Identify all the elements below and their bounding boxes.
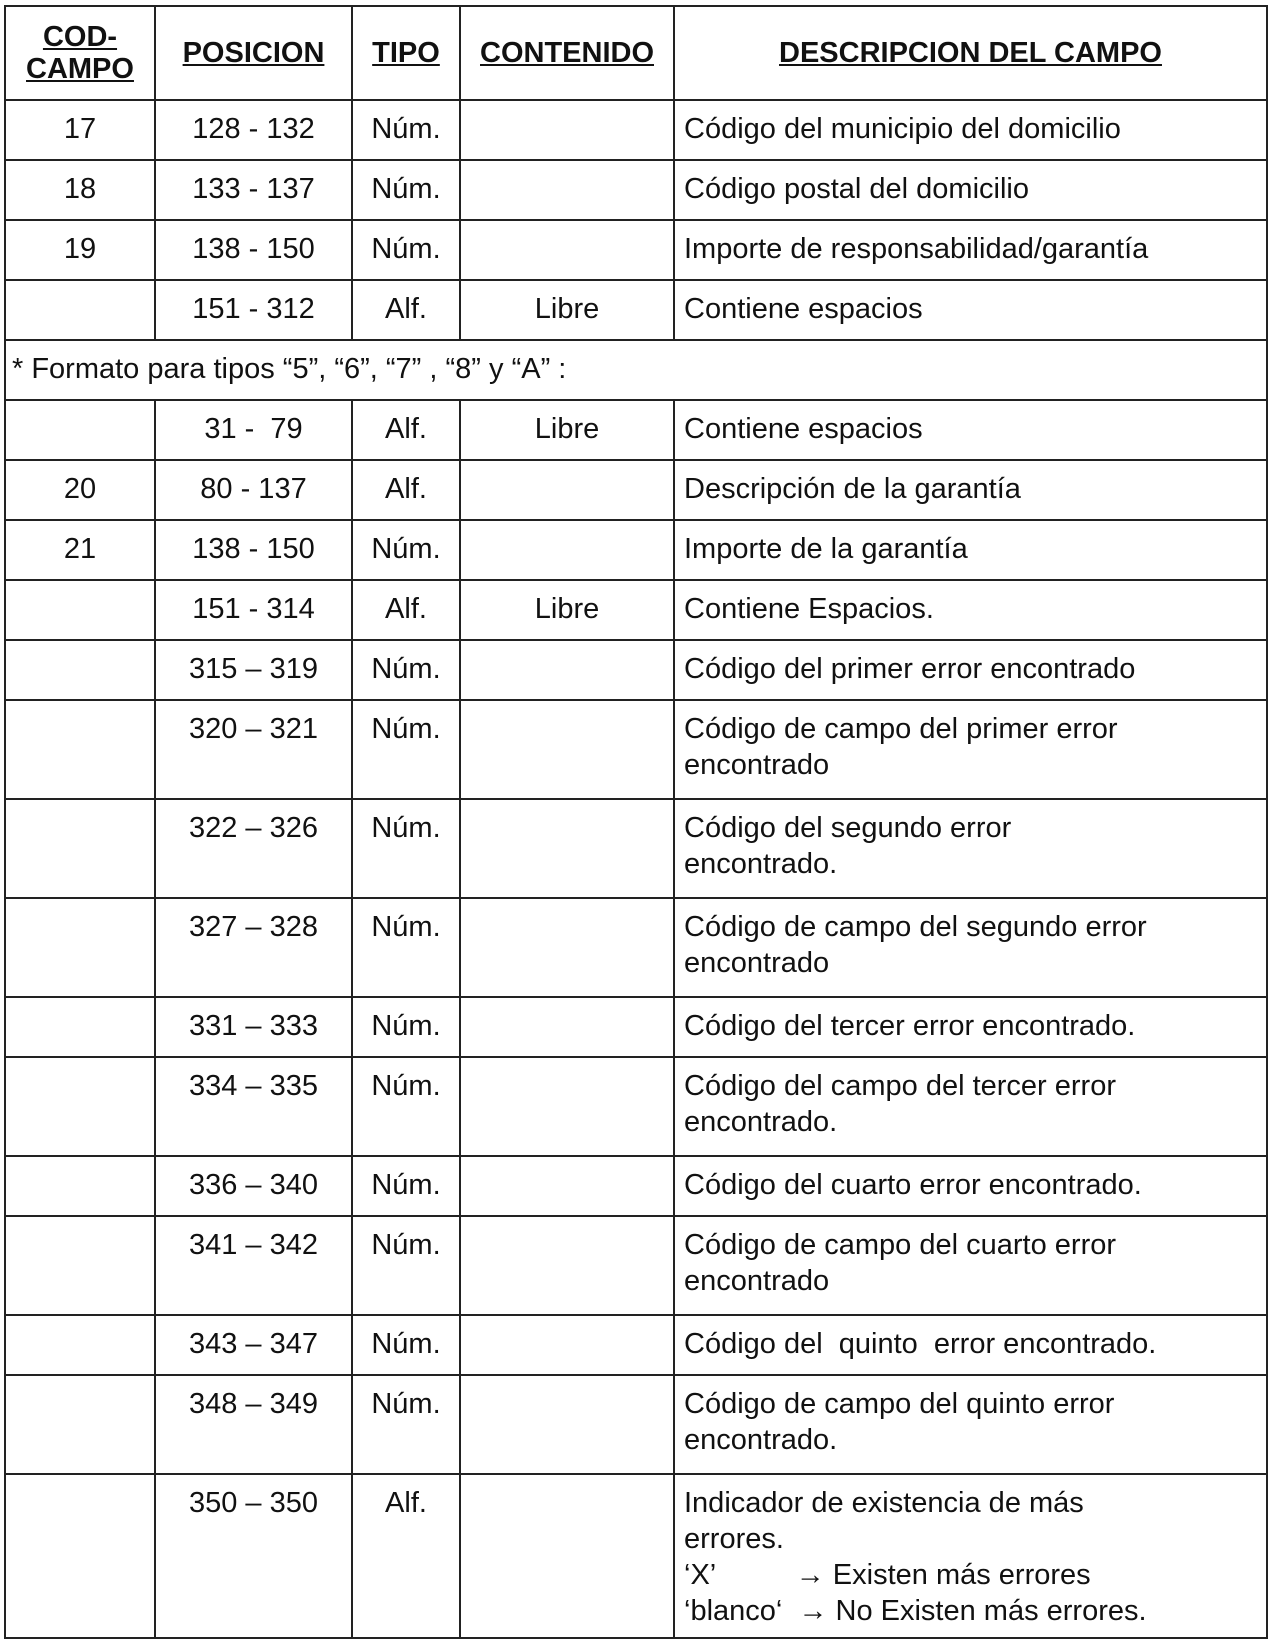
table-row	[5, 799, 1267, 898]
table-row	[5, 1156, 1267, 1216]
section-note-row	[5, 340, 1267, 400]
table-row	[5, 898, 1267, 997]
cell-contenido	[460, 1156, 674, 1216]
cell-tipo: Alf.	[352, 460, 460, 520]
table-row	[5, 1057, 1267, 1156]
desc-line-1: Código del segundo error	[684, 812, 1012, 844]
cell-desc	[674, 1216, 1267, 1315]
cell-cod: 21	[5, 520, 155, 580]
desc-line-1: Indicador de existencia de más	[684, 1487, 1084, 1519]
cell-desc: Código postal del domicilio	[674, 160, 1267, 220]
cell-tipo: Núm.	[352, 640, 460, 700]
cell-tipo: Alf.	[352, 580, 460, 640]
desc-line-2: encontrado	[684, 749, 830, 781]
cell-cod: 18	[5, 160, 155, 220]
cell-pos: 350 – 350	[155, 1474, 352, 1638]
cell-contenido	[460, 640, 674, 700]
cell-cod	[5, 280, 155, 340]
cell-contenido	[460, 898, 674, 997]
desc-line-2: errores.	[684, 1523, 784, 1555]
cell-cod: 19	[5, 220, 155, 280]
cell-cod	[5, 1375, 155, 1474]
cell-contenido	[460, 100, 674, 160]
header-descripcion: DESCRIPCION DEL CAMPO	[674, 6, 1267, 100]
cell-contenido	[460, 1057, 674, 1156]
cell-desc	[674, 1474, 1267, 1638]
cell-pos: 133 - 137	[155, 160, 352, 220]
cell-pos: 138 - 150	[155, 220, 352, 280]
cell-contenido	[460, 1216, 674, 1315]
desc-line-2: encontrado	[684, 1265, 830, 1297]
table-row	[5, 220, 1267, 280]
table-row	[5, 100, 1267, 160]
cell-cod	[5, 1156, 155, 1216]
desc-line-1: Código de campo del cuarto error	[684, 1229, 1117, 1261]
desc-line-1: Código de campo del quinto error	[684, 1388, 1115, 1420]
cell-pos: 322 – 326	[155, 799, 352, 898]
cell-tipo: Núm.	[352, 1375, 460, 1474]
cell-pos: 315 – 319	[155, 640, 352, 700]
cell-contenido	[460, 700, 674, 799]
cell-contenido	[460, 160, 674, 220]
cell-pos: 151 - 312	[155, 280, 352, 340]
cell-contenido	[460, 1474, 674, 1638]
cell-tipo: Núm.	[352, 700, 460, 799]
cell-pos: 151 - 314	[155, 580, 352, 640]
legend-blanco: ‘blanco‘ → No Existen más errores.	[684, 1595, 1147, 1627]
table-row	[5, 700, 1267, 799]
table-row	[5, 400, 1267, 460]
cell-desc: Importe de responsabilidad/garantía	[674, 220, 1267, 280]
desc-line-1: Código de campo del segundo error	[684, 911, 1147, 943]
desc-line-2: encontrado.	[684, 1106, 838, 1138]
cell-contenido	[460, 460, 674, 520]
cell-cod	[5, 997, 155, 1057]
table-row	[5, 280, 1267, 340]
desc-line-2: encontrado.	[684, 1424, 838, 1456]
cell-contenido	[460, 997, 674, 1057]
cell-pos: 128 - 132	[155, 100, 352, 160]
cell-contenido: Libre	[460, 280, 674, 340]
cell-tipo: Núm.	[352, 220, 460, 280]
cell-cod	[5, 700, 155, 799]
cell-tipo: Núm.	[352, 1216, 460, 1315]
field-spec-table	[4, 5, 1268, 1639]
cell-desc: Contiene Espacios.	[674, 580, 1267, 640]
cell-pos: 320 – 321	[155, 700, 352, 799]
desc-line-1: Código del campo del tercer error	[684, 1070, 1116, 1102]
cell-contenido	[460, 220, 674, 280]
cell-desc: Código del primer error encontrado	[674, 640, 1267, 700]
cell-pos: 336 – 340	[155, 1156, 352, 1216]
cell-cod	[5, 1216, 155, 1315]
cell-desc: Descripción de la garantía	[674, 460, 1267, 520]
cell-pos: 80 - 137	[155, 460, 352, 520]
table-row	[5, 997, 1267, 1057]
cell-tipo: Núm.	[352, 520, 460, 580]
header-cod-campo-line2: CAMPO	[26, 53, 134, 85]
table-row	[5, 580, 1267, 640]
cell-cod	[5, 580, 155, 640]
cell-tipo: Núm.	[352, 1315, 460, 1375]
section-note: * Formato para tipos “5”, “6”, “7” , “8” y “A” :	[5, 340, 1267, 400]
header-cod-campo	[5, 6, 155, 100]
cell-desc: Código del quinto error encontrado.	[674, 1315, 1267, 1375]
cell-desc: Importe de la garantía	[674, 520, 1267, 580]
cell-pos: 348 – 349	[155, 1375, 352, 1474]
cell-desc	[674, 700, 1267, 799]
legend-x: ‘X’ → Existen más errores	[684, 1559, 1091, 1591]
cell-cod: 17	[5, 100, 155, 160]
cell-tipo: Núm.	[352, 1057, 460, 1156]
cell-desc: Código del tercer error encontrado.	[674, 997, 1267, 1057]
cell-pos: 327 – 328	[155, 898, 352, 997]
header-posicion: POSICION	[155, 6, 352, 100]
cell-pos: 331 – 333	[155, 997, 352, 1057]
cell-desc	[674, 799, 1267, 898]
cell-contenido	[460, 1315, 674, 1375]
cell-tipo: Alf.	[352, 280, 460, 340]
cell-cod	[5, 1315, 155, 1375]
cell-tipo: Núm.	[352, 997, 460, 1057]
table-row	[5, 460, 1267, 520]
cell-desc: Código del municipio del domicilio	[674, 100, 1267, 160]
cell-desc	[674, 1057, 1267, 1156]
desc-line-1: Código de campo del primer error	[684, 713, 1118, 745]
table-row	[5, 1375, 1267, 1474]
cell-pos: 343 – 347	[155, 1315, 352, 1375]
header-cod-campo-line1: COD-	[42, 21, 118, 53]
cell-desc: Código del cuarto error encontrado.	[674, 1156, 1267, 1216]
cell-cod	[5, 1057, 155, 1156]
cell-tipo: Núm.	[352, 799, 460, 898]
cell-pos: 341 – 342	[155, 1216, 352, 1315]
cell-tipo: Alf.	[352, 1474, 460, 1638]
cell-contenido: Libre	[460, 400, 674, 460]
desc-line-2: encontrado	[684, 947, 830, 979]
cell-tipo: Núm.	[352, 160, 460, 220]
cell-desc: Contiene espacios	[674, 400, 1267, 460]
cell-contenido	[460, 520, 674, 580]
cell-pos: 138 - 150	[155, 520, 352, 580]
table-row	[5, 1474, 1267, 1638]
header-contenido: CONTENIDO	[460, 6, 674, 100]
cell-contenido	[460, 1375, 674, 1474]
header-tipo: TIPO	[352, 6, 460, 100]
cell-cod: 20	[5, 460, 155, 520]
desc-line-2: encontrado.	[684, 848, 838, 880]
cell-cod	[5, 400, 155, 460]
table-row	[5, 1315, 1267, 1375]
cell-cod	[5, 898, 155, 997]
cell-contenido: Libre	[460, 580, 674, 640]
table-header-row	[5, 6, 1267, 100]
cell-cod	[5, 1474, 155, 1638]
cell-cod	[5, 799, 155, 898]
cell-desc: Contiene espacios	[674, 280, 1267, 340]
table-row	[5, 520, 1267, 580]
cell-cod	[5, 640, 155, 700]
cell-pos: 31 - 79	[155, 400, 352, 460]
cell-tipo: Núm.	[352, 898, 460, 997]
cell-contenido	[460, 799, 674, 898]
table-row	[5, 1216, 1267, 1315]
cell-tipo: Núm.	[352, 100, 460, 160]
table-row	[5, 160, 1267, 220]
cell-pos: 334 – 335	[155, 1057, 352, 1156]
table-row	[5, 640, 1267, 700]
cell-tipo: Alf.	[352, 400, 460, 460]
cell-desc	[674, 898, 1267, 997]
cell-desc	[674, 1375, 1267, 1474]
cell-tipo: Núm.	[352, 1156, 460, 1216]
